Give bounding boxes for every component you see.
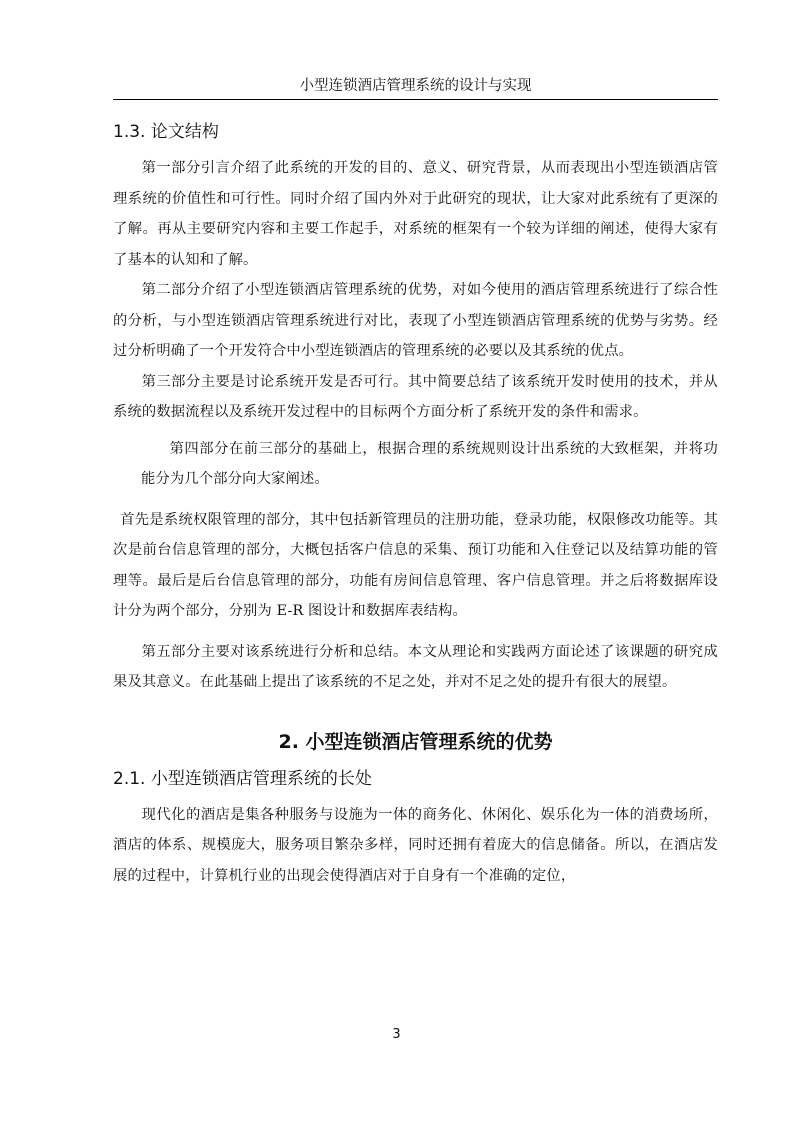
paragraph: 第二部分介绍了小型连锁酒店管理系统的优势，对如今使用的酒店管理系统进行了综合性的分析，与小型连锁酒店管理系统进行对比，表现了小型连锁酒店管理系统的优势与劣势。经过分析明确了一个开发符合中小型连锁酒店的管理系统的必要以及其系统的优点。 [113,282,718,359]
page-body [113,117,718,891]
paragraph: 第四部分在前三部分的基础上，根据合理的系统规则设计出系统的大致框架，并将功能分为几个部分向大家阐述。 [141,440,718,487]
paragraph: 现代化的酒店是集各种服务与设施为一体的商务化、休闲化、娱乐化为一体的消费场所，酒店的体系、规模庞大，服务项目繁杂多样，同时还拥有着庞大的信息储备。所以，在酒店发展的过程中，计算机行业的出现会使得酒店对于自身有一个准确的定位， [113,806,718,884]
paragraph: 第三部分主要是讨论系统开发是否可行。其中简要总结了该系统开发时使用的技术，并从系统的数据流程以及系统开发过程中的目标两个方面分析了系统开发的条件和需求。 [113,373,718,420]
running-header: 小型连锁酒店管理系统的设计与实现 [299,78,532,94]
section-heading-2-1: 2.1. 小型连锁酒店管理系统的长处 [113,768,372,789]
section-heading-1-3: 1.3. 论文结构 [113,122,219,142]
paragraph: 第一部分引言介绍了此系统的开发的目的、意义、研究背景，从而表现出小型连锁酒店管理系统的价值性和可行性。同时介绍了国内外对于此研究的现状，让大家对此系统有了更深的了解。再从主要研究内容和主要工作起手，对系统的框架有一个较为详细的阐述，使得大家有了基本的认知和了解。 [113,160,718,268]
page-number: 3 [392,1027,401,1042]
header-rule [113,99,718,100]
paragraph: 第五部分主要对该系统进行分析和总结。本文从理论和实践两方面论述了该课题的研究成果及其意义。在此基础上提出了该系统的不足之处，并对不足之处的提升有很大的展望。 [113,643,718,690]
paragraph: 首先是系统权限管理的部分，其中包括新管理员的注册功能，登录功能，权限修改功能等。其次是前台信息管理的部分，大概包括客户信息的采集、预订功能和入住登记以及结算功能的管理等。最后是后台信息管理的部分，功能有房间信息管理、客户信息管理。并之后将数据库设计分为两个部分，分别为 E-R 图设计和数据库表结构。 [113,511,718,619]
chapter-heading-2: 2. 小型连锁酒店管理系统的优势 [278,730,553,753]
